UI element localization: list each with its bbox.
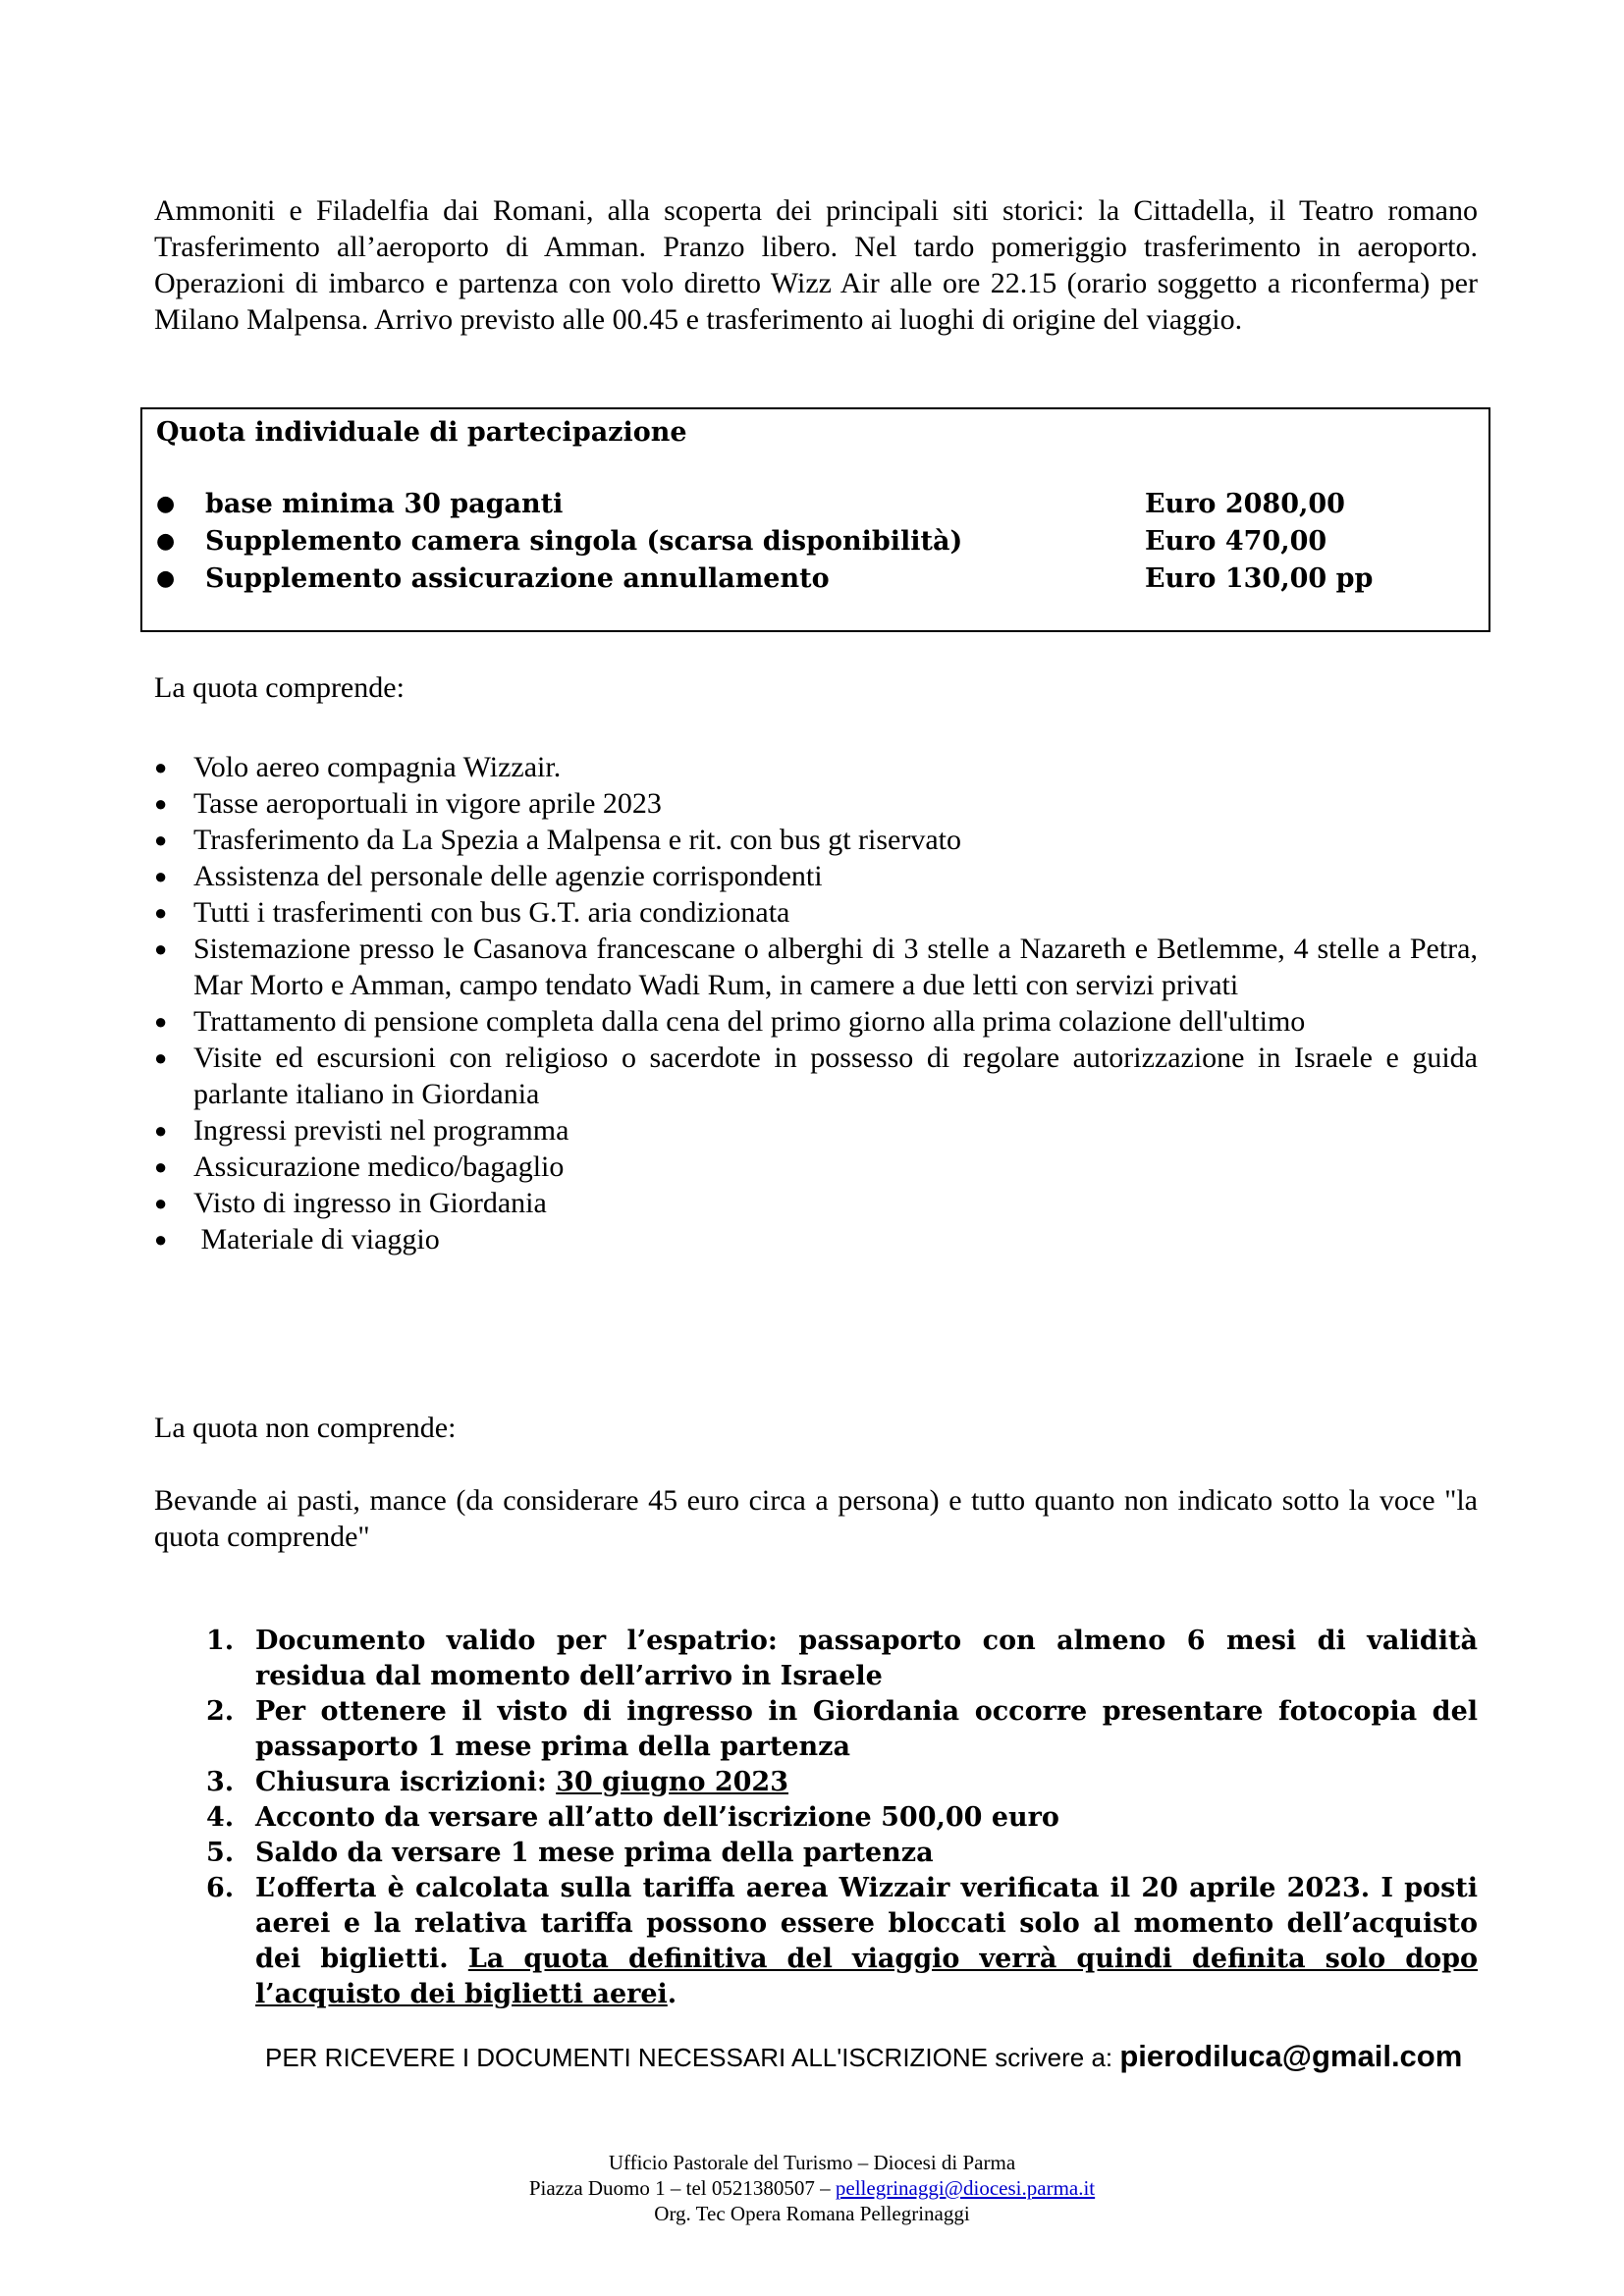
price-item xyxy=(156,486,1472,523)
footer-organizer: Org. Tec Opera Romana Pellegrinaggi xyxy=(654,2202,970,2225)
closing-date: 30 giugno 2023 xyxy=(556,1767,789,1797)
bullet-icon: ● xyxy=(154,1118,168,1143)
includes-item: ● Materiale di viaggio xyxy=(154,1223,440,1255)
note-text-end: . xyxy=(667,1979,677,2009)
bullet-icon: ● xyxy=(156,492,176,516)
note-number: 3. xyxy=(206,1767,235,1797)
note-item xyxy=(196,1871,1478,2012)
note-number: 6. xyxy=(206,1873,235,1903)
includes-item: ● Visto di ingresso in Giordania xyxy=(154,1187,547,1219)
price-item-value: Euro 2080,00 xyxy=(1145,489,1345,519)
price-box-title: Quota individuale di partecipazione xyxy=(156,417,687,448)
includes-item: ● Trasferimento da La Spezia a Malpensa e rit. con bus gt riservato xyxy=(154,824,961,856)
includes-list xyxy=(154,749,1478,1257)
bullet-icon: ● xyxy=(154,1154,168,1179)
bullet-icon: ● xyxy=(154,791,168,816)
note-number: 1. xyxy=(206,1626,235,1656)
note-number: 5. xyxy=(206,1838,235,1868)
bullet-icon: ● xyxy=(156,529,176,554)
includes-item: ● Sistemazione presso le Casanova francescane o alberghi di 3 stelle a Nazareth e Betlemme, 4 stelle a Petra, Mar Morto e Amman, campo tendato Wadi Rum, in camere a due letti con servizi privati xyxy=(154,933,1478,1001)
note-item xyxy=(196,1836,1478,1871)
contact-write-to: scrivere a: xyxy=(988,2043,1120,2072)
bullet-icon: ● xyxy=(154,828,168,852)
note-item xyxy=(196,1694,1478,1765)
note-text: Saldo da versare 1 mese prima della partenza xyxy=(255,1838,934,1868)
price-list xyxy=(156,486,1472,598)
bullet-icon: ● xyxy=(154,1227,168,1252)
note-text: Acconto da versare all’atto dell’iscrizione 500,00 euro xyxy=(255,1802,1059,1833)
price-box xyxy=(140,407,1490,632)
note-number: 4. xyxy=(206,1802,235,1833)
note-number: 2. xyxy=(206,1696,235,1727)
includes-item: ● Ingressi previsti nel programma xyxy=(154,1114,569,1147)
itinerary-paragraph: Ammoniti e Filadelfia dai Romani, alla scoperta dei principali siti storici: la Cittadella, il Teatro romano Trasferimento all’aeroporto di Amman. Pranzo libero. Nel tardo pomeriggio trasferimento in aeroporto. Operazioni di imbarco e partenza con volo diretto Wizz Air alle ore 22.15 (orario soggetto a riconferma) per Milano Malpensa. Arrivo previsto alle 00.45 e trasferimento ai luoghi di origine del viaggio. xyxy=(154,194,1478,336)
footer-email-link[interactable]: pellegrinaggi@diocesi.parma.it xyxy=(835,2176,1096,2200)
price-item-label: Supplemento assicurazione annullamento xyxy=(205,563,830,594)
includes-item: ● Visite ed escursioni con religioso o sacerdote in possesso di regolare autorizzazione in Israele e guida parlante italiano in Giordania xyxy=(154,1041,1478,1110)
includes-heading: La quota comprende: xyxy=(154,671,405,704)
includes-item: ● Volo aereo compagnia Wizzair. xyxy=(154,751,562,783)
bullet-icon: ● xyxy=(156,566,176,591)
note-text: Documento valido per l’espatrio: passaporto con almeno 6 mesi di validità residua dal momento dell’arrivo in Israele xyxy=(255,1626,1478,1691)
note-text: L’offerta è calcolata sulla tariffa aerea Wizzair verificata il 20 aprile 2023. I posti aerei e la relativa tariffa possono essere bloccati solo al momento dell’acquisto dei biglietti. xyxy=(255,1873,1478,1974)
footer-address-text: Piazza Duomo 1 – tel 0521380507 – xyxy=(528,2176,836,2200)
bullet-icon: ● xyxy=(154,1009,168,1034)
note-text: Chiusura iscrizioni: xyxy=(255,1767,557,1797)
bullet-icon: ● xyxy=(154,755,168,779)
contact-email[interactable]: pierodiluca@gmail.com xyxy=(1119,2039,1463,2073)
note-item xyxy=(196,1765,1478,1800)
includes-item: ● Assistenza del personale delle agenzie corrispondenti xyxy=(154,860,823,892)
notes-list xyxy=(196,1624,1478,2012)
note-item xyxy=(196,1624,1478,1694)
bullet-icon: ● xyxy=(154,1045,168,1070)
bullet-icon: ● xyxy=(154,900,168,925)
price-item-value: Euro 130,00 pp xyxy=(1145,563,1374,594)
price-item-value: Euro 470,00 xyxy=(1145,526,1327,557)
note-underlined-text: La quota definitiva del viaggio verrà quindi definita solo dopo l’acquisto dei biglietti aerei xyxy=(255,1944,1478,2009)
contact-line xyxy=(265,2039,1462,2074)
footer-address xyxy=(0,2175,1624,2201)
includes-item: ● Tutti i trasferimenti con bus G.T. aria condizionata xyxy=(154,896,790,929)
price-item xyxy=(156,561,1472,598)
excludes-heading: La quota non comprende: xyxy=(154,1412,457,1444)
note-item xyxy=(196,1800,1478,1836)
price-item-label: base minima 30 paganti xyxy=(205,489,564,519)
includes-item: ● Tasse aeroportuali in vigore aprile 2023 xyxy=(154,787,662,820)
bullet-icon: ● xyxy=(154,936,168,961)
footer-office: Ufficio Pastorale del Turismo – Diocesi di Parma xyxy=(608,2151,1016,2174)
price-item xyxy=(156,523,1472,561)
contact-instruction: PER RICEVERE I DOCUMENTI NECESSARI ALL'ISCRIZIONE xyxy=(265,2043,988,2072)
price-item-label: Supplemento camera singola (scarsa disponibilità) xyxy=(205,526,963,557)
includes-item: ● Trattamento di pensione completa dalla cena del primo giorno alla prima colazione dell'ultimo xyxy=(154,1005,1306,1038)
note-text: Per ottenere il visto di ingresso in Giordania occorre presentare fotocopia del passaporto 1 mese prima della partenza xyxy=(255,1696,1478,1762)
bullet-icon: ● xyxy=(154,1191,168,1215)
bullet-icon: ● xyxy=(154,864,168,888)
footer xyxy=(0,2150,1624,2226)
includes-item: ● Assicurazione medico/bagaglio xyxy=(154,1150,565,1183)
excludes-text: Bevande ai pasti, mance (da considerare 45 euro circa a persona) e tutto quanto non indicato sotto la voce "la quota comprende" xyxy=(154,1484,1478,1553)
